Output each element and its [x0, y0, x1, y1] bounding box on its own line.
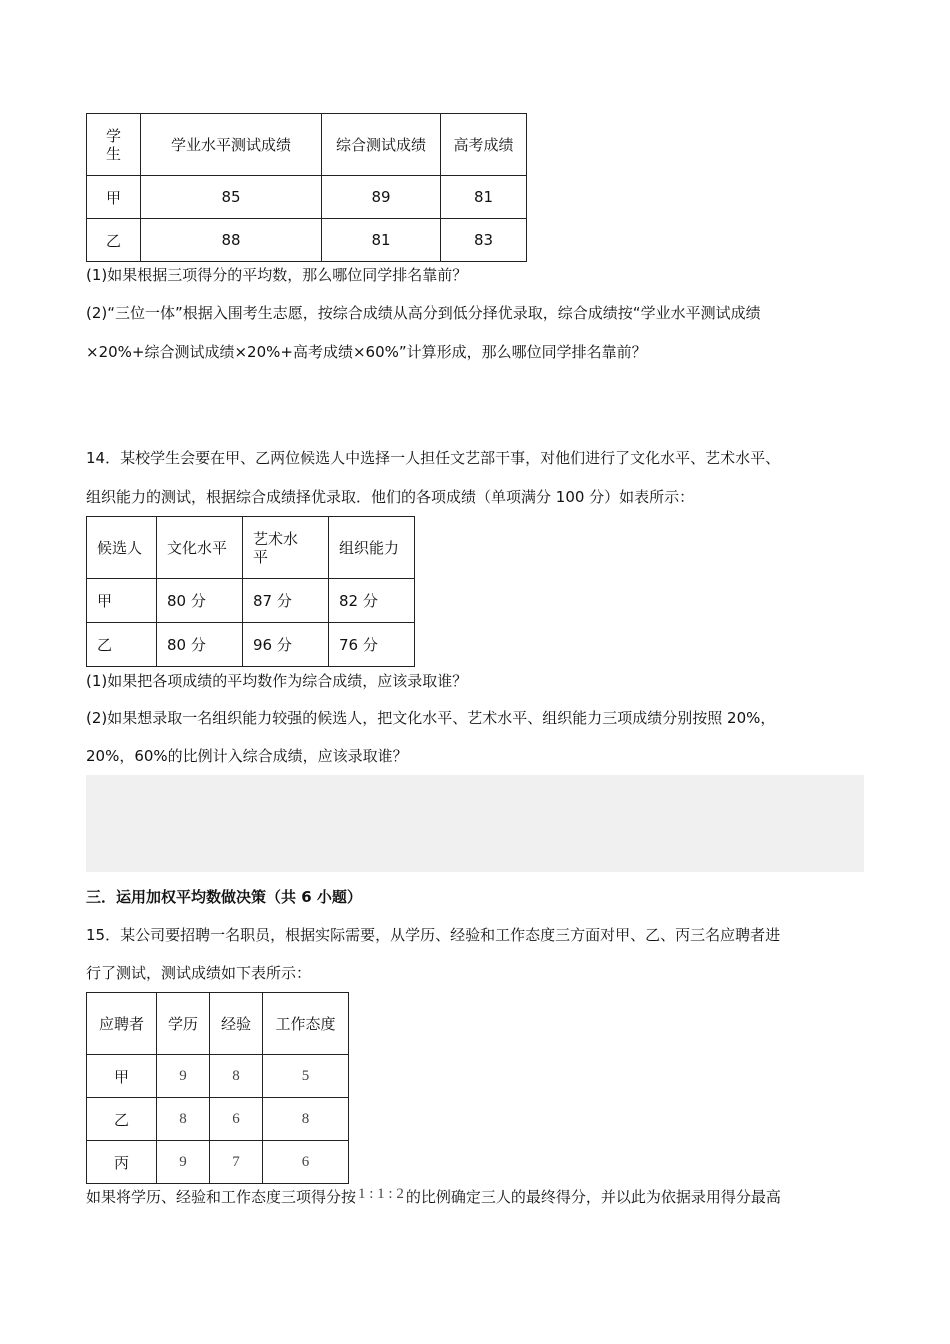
table-cell: 9 [157, 1141, 210, 1184]
q14-part2-line1: (2)如果想录取一名组织能力较强的候选人，把文化水平、艺术水平、组织能力三项成绩分别按照 20%， [86, 709, 776, 727]
table-header-cell: 文化水平 [157, 517, 243, 579]
applicant-score-table [86, 992, 349, 1184]
table-cell: 80 分 [157, 579, 243, 623]
table-cell: 81 [322, 219, 441, 262]
q15-question-line [86, 1186, 781, 1207]
table-header-cell: 候选人 [87, 517, 157, 579]
table-cell: 乙 [87, 219, 141, 262]
q13-part2-line1: (2)“三位一体”根据入围考生志愿，按综合成绩从高分到低分择优录取，综合成绩按“学业水平测试成绩 [86, 304, 761, 322]
q13-part2-line2: ×20%+综合测试成绩×20%+高考成绩×60%”计算形成，那么哪位同学排名靠前？ [86, 343, 647, 361]
table-cell: 88 [141, 219, 322, 262]
table-header-cell: 学历 [157, 993, 210, 1055]
table-cell: 83 [441, 219, 527, 262]
table-header-cell: 应聘者 [87, 993, 157, 1055]
table-cell: 85 [141, 176, 322, 219]
table-cell: 8 [263, 1098, 349, 1141]
table-header-cell: 艺术水平 [243, 517, 329, 579]
table-cell: 乙 [87, 623, 157, 667]
table-header-cell: 综合测试成绩 [322, 114, 441, 176]
q15-intro-line2: 行了测试，测试成绩如下表所示： [86, 964, 312, 982]
q14-intro-line1: 14．某校学生会要在甲、乙两位候选人中选择一人担任文艺部干事，对他们进行了文化水平、艺术水平、 [86, 449, 781, 467]
table-cell: 丙 [87, 1141, 157, 1184]
table-cell: 76 分 [329, 623, 415, 667]
table-header-cell: 经验 [210, 993, 263, 1055]
table-cell: 6 [210, 1098, 263, 1141]
ratio-formula: 1 : 1 : 2 [358, 1186, 404, 1202]
table-header-cell: 组织能力 [329, 517, 415, 579]
table-header-cell: 学生 [87, 114, 141, 176]
table-cell: 9 [157, 1055, 210, 1098]
table-header-cell: 工作态度 [263, 993, 349, 1055]
q14-part1: (1)如果把各项成绩的平均数作为综合成绩，应该录取谁？ [86, 672, 468, 690]
q15-intro-line1: 15．某公司要招聘一名职员，根据实际需要，从学历、经验和工作态度三方面对甲、乙、丙三名应聘者进 [86, 926, 781, 944]
table-cell: 7 [210, 1141, 263, 1184]
q15-text-after: 的比例确定三人的最终得分，并以此为依据录用得分最高 [405, 1188, 781, 1206]
table-cell: 5 [263, 1055, 349, 1098]
table-cell: 81 [441, 176, 527, 219]
table-cell: 甲 [87, 579, 157, 623]
q14-part2-line2: 20%，60%的比例计入综合成绩，应该录取谁？ [86, 747, 408, 765]
q15-text-before: 如果将学历、经验和工作态度三项得分按 [86, 1188, 357, 1206]
table-cell: 89 [322, 176, 441, 219]
table-cell: 8 [157, 1098, 210, 1141]
candidate-score-table [86, 516, 415, 667]
section-title: 三．运用加权平均数做决策（共 6 小题） [86, 888, 362, 906]
table-header-cell: 高考成绩 [441, 114, 527, 176]
table-cell: 8 [210, 1055, 263, 1098]
table-cell: 87 分 [243, 579, 329, 623]
table-header-cell: 学业水平测试成绩 [141, 114, 322, 176]
table-cell: 乙 [87, 1098, 157, 1141]
q13-part1: (1)如果根据三项得分的平均数，那么哪位同学排名靠前？ [86, 266, 468, 284]
table-cell: 80 分 [157, 623, 243, 667]
table-cell: 6 [263, 1141, 349, 1184]
score-table-1 [86, 113, 527, 262]
table-cell: 82 分 [329, 579, 415, 623]
table-cell: 甲 [87, 1055, 157, 1098]
table-cell: 96 分 [243, 623, 329, 667]
table-cell: 甲 [87, 176, 141, 219]
q14-intro-line2: 组织能力的测试，根据综合成绩择优录取．他们的各项成绩（单项满分 100 分）如表所示： [86, 488, 695, 506]
answer-area [86, 775, 864, 872]
